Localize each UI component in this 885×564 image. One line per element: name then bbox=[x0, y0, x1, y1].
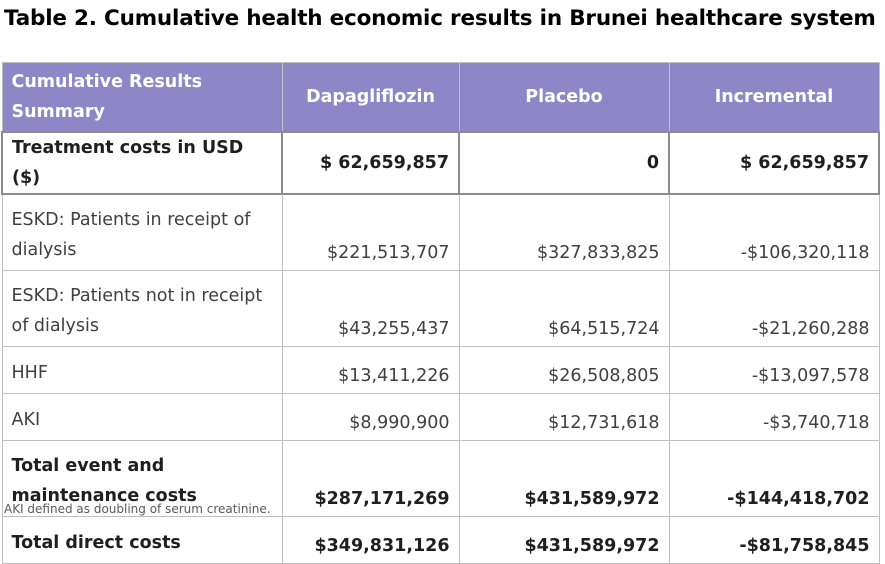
table-row bbox=[2, 271, 879, 347]
cell-incremental: -$81,758,845 bbox=[669, 517, 879, 564]
cell-dapagliflozin: $13,411,226 bbox=[282, 347, 459, 394]
row-label: Total direct costs bbox=[2, 517, 282, 564]
table-row bbox=[2, 194, 879, 271]
cell-placebo: $64,515,724 bbox=[459, 271, 669, 347]
row-label: ESKD: Patients not in receipt of dialysis bbox=[2, 271, 282, 347]
cell-dapagliflozin: $287,171,269 bbox=[282, 441, 459, 517]
footnote: AKI defined as doubling of serum creatinine. bbox=[4, 502, 271, 516]
cell-placebo: 0 bbox=[459, 132, 669, 194]
cell-dapagliflozin: $43,255,437 bbox=[282, 271, 459, 347]
results-table bbox=[1, 62, 880, 564]
cell-incremental: -$3,740,718 bbox=[669, 394, 879, 441]
cell-placebo: $26,508,805 bbox=[459, 347, 669, 394]
cell-placebo: $12,731,618 bbox=[459, 394, 669, 441]
cell-incremental: -$21,260,288 bbox=[669, 271, 879, 347]
cell-incremental: -$144,418,702 bbox=[669, 441, 879, 517]
row-label: HHF bbox=[2, 347, 282, 394]
header-placebo: Placebo bbox=[459, 63, 669, 133]
cell-dapagliflozin: $349,831,126 bbox=[282, 517, 459, 564]
table-row bbox=[2, 347, 879, 394]
row-label: Treatment costs in USD ($) bbox=[2, 132, 282, 194]
header-summary: Cumulative Results Summary bbox=[2, 63, 282, 133]
cell-dapagliflozin: $221,513,707 bbox=[282, 194, 459, 271]
cell-placebo: $431,589,972 bbox=[459, 517, 669, 564]
cell-incremental: $ 62,659,857 bbox=[669, 132, 879, 194]
cell-incremental: -$106,320,118 bbox=[669, 194, 879, 271]
table-title: Table 2. Cumulative health economic results in Brunei healthcare system bbox=[4, 6, 876, 31]
table-header-row bbox=[2, 63, 879, 133]
header-incremental: Incremental bbox=[669, 63, 879, 133]
table-row bbox=[2, 132, 879, 194]
cell-placebo: $431,589,972 bbox=[459, 441, 669, 517]
cell-dapagliflozin: $8,990,900 bbox=[282, 394, 459, 441]
cell-placebo: $327,833,825 bbox=[459, 194, 669, 271]
table-row bbox=[2, 394, 879, 441]
row-label: ESKD: Patients in receipt of dialysis bbox=[2, 194, 282, 271]
cell-dapagliflozin: $ 62,659,857 bbox=[282, 132, 459, 194]
row-label: Total event and maintenance costs bbox=[2, 441, 282, 517]
cell-incremental: -$13,097,578 bbox=[669, 347, 879, 394]
header-dapagliflozin: Dapagliflozin bbox=[282, 63, 459, 133]
row-label: AKI bbox=[2, 394, 282, 441]
table-row bbox=[2, 517, 879, 564]
